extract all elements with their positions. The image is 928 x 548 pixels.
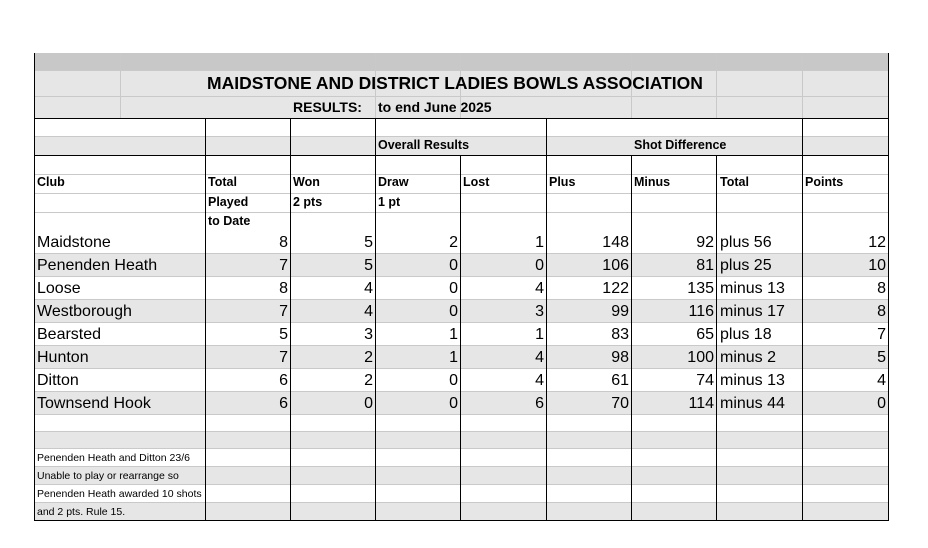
border-line — [888, 53, 889, 521]
grid-line — [34, 253, 889, 254]
footnote-line: and 2 pts. Rule 15. — [37, 506, 126, 518]
col-header-lost: Lost — [463, 175, 490, 189]
col-header-won: Won — [293, 175, 320, 189]
cell-minus: 81 — [696, 257, 714, 274]
cell-plus: 61 — [611, 372, 629, 389]
cell-won: 5 — [364, 257, 373, 274]
cell-plus: 99 — [611, 303, 629, 320]
cell-plus: 83 — [611, 326, 629, 343]
grid-line — [802, 53, 803, 118]
grid-line — [34, 322, 889, 323]
grid-line — [34, 345, 889, 346]
cell-total: minus 17 — [720, 303, 785, 320]
col-header-club: Club — [37, 175, 65, 189]
footnote-line: Unable to play or rearrange so — [37, 470, 179, 482]
col-header-minus: Minus — [634, 175, 671, 189]
overall-results-header: Overall Results — [378, 138, 470, 152]
row-band — [34, 431, 889, 448]
cell-draw: 0 — [449, 395, 458, 412]
cell-plus: 98 — [611, 349, 629, 366]
cell-played: 8 — [279, 234, 288, 251]
grid-line — [34, 368, 889, 369]
cell-minus: 74 — [696, 372, 714, 389]
grid-line — [34, 484, 889, 485]
cell-total: minus 44 — [720, 395, 785, 412]
cell-total: plus 56 — [720, 234, 772, 251]
cell-won: 4 — [364, 280, 373, 297]
cell-plus: 70 — [611, 395, 629, 412]
grid-line — [34, 136, 889, 137]
col-header-won: 2 pts — [293, 195, 323, 209]
border-line — [34, 520, 889, 521]
cell-plus: 148 — [602, 234, 629, 251]
col-header-plus: Plus — [549, 175, 576, 189]
cell-lost: 1 — [535, 234, 544, 251]
col-header-draw: 1 pt — [378, 195, 401, 209]
col-header-points: Points — [805, 175, 844, 189]
cell-club: Westborough — [37, 303, 132, 320]
footnote-line: Penenden Heath awarded 10 shots — [37, 488, 202, 500]
border-line — [34, 118, 889, 119]
cell-lost: 3 — [535, 303, 544, 320]
shot-difference-header: Shot Difference — [634, 138, 727, 152]
cell-club: Ditton — [37, 372, 79, 389]
cell-lost: 0 — [535, 257, 544, 274]
grid-line — [34, 212, 889, 213]
cell-draw: 0 — [449, 257, 458, 274]
cell-played: 6 — [279, 372, 288, 389]
cell-draw: 0 — [449, 280, 458, 297]
border-line — [34, 155, 889, 156]
cell-total: minus 13 — [720, 280, 785, 297]
cell-total: plus 18 — [720, 326, 772, 343]
cell-club: Townsend Hook — [37, 395, 151, 412]
cell-total: minus 2 — [720, 349, 777, 366]
row-band — [34, 502, 889, 521]
cell-minus: 116 — [688, 303, 714, 320]
grid-line — [34, 70, 889, 71]
cell-plus: 122 — [602, 280, 629, 297]
cell-points: 10 — [868, 257, 886, 274]
grid-line — [716, 53, 717, 118]
results-label: RESULTS: — [293, 99, 362, 115]
cell-played: 7 — [279, 257, 288, 274]
page-title: MAIDSTONE AND DISTRICT LADIES BOWLS ASSOCIATION — [207, 73, 703, 93]
cell-lost: 4 — [535, 280, 544, 297]
cell-won: 2 — [364, 349, 373, 366]
results-sheet — [34, 53, 889, 521]
cell-played: 8 — [279, 280, 288, 297]
col-header-total-played: Played — [208, 195, 249, 209]
cell-minus: 114 — [688, 395, 714, 412]
cell-points: 4 — [877, 372, 886, 389]
grid-line — [34, 502, 889, 503]
cell-plus: 106 — [602, 257, 629, 274]
cell-lost: 4 — [535, 349, 544, 366]
col-header-draw: Draw — [378, 175, 409, 189]
cell-won: 0 — [364, 395, 373, 412]
cell-draw: 0 — [449, 372, 458, 389]
top-band — [34, 53, 889, 70]
cell-minus: 100 — [687, 349, 714, 366]
cell-points: 12 — [868, 234, 886, 251]
cell-won: 3 — [364, 326, 373, 343]
cell-lost: 1 — [535, 326, 544, 343]
results-period: to end June 2025 — [378, 99, 492, 115]
grid-line — [34, 193, 889, 194]
grid-line — [34, 391, 889, 392]
cell-total: minus 13 — [720, 372, 785, 389]
grid-line — [34, 174, 889, 175]
cell-draw: 2 — [449, 234, 458, 251]
cell-minus: 65 — [696, 326, 714, 343]
cell-played: 7 — [279, 349, 288, 366]
cell-club: Bearsted — [37, 326, 102, 343]
cell-played: 5 — [279, 326, 288, 343]
cell-lost: 4 — [535, 372, 544, 389]
cell-points: 8 — [877, 280, 886, 297]
footnote-line: Penenden Heath and Ditton 23/6 — [37, 452, 190, 464]
cell-minus: 92 — [696, 234, 714, 251]
cell-minus: 135 — [687, 280, 714, 297]
cell-points: 0 — [877, 395, 886, 412]
cell-club: Hunton — [37, 349, 89, 366]
cell-won: 5 — [364, 234, 373, 251]
col-header-total: Total — [720, 175, 749, 189]
grid-line — [34, 299, 889, 300]
cell-club: Penenden Heath — [37, 257, 158, 274]
cell-won: 4 — [364, 303, 373, 320]
cell-draw: 1 — [449, 326, 458, 343]
grid-line — [34, 431, 889, 432]
grid-line — [34, 466, 889, 467]
cell-lost: 6 — [535, 395, 544, 412]
cell-points: 5 — [877, 349, 886, 366]
grid-line — [120, 53, 121, 118]
cell-played: 7 — [279, 303, 288, 320]
border-line — [716, 155, 717, 521]
cell-played: 6 — [279, 395, 288, 412]
col-header-total-played: Total — [208, 175, 237, 189]
grid-line — [34, 96, 889, 97]
cell-points: 8 — [877, 303, 886, 320]
cell-total: plus 25 — [720, 257, 772, 274]
grid-line — [34, 276, 889, 277]
cell-club: Loose — [37, 280, 81, 297]
cell-draw: 0 — [449, 303, 458, 320]
cell-draw: 1 — [449, 349, 458, 366]
grid-line — [34, 414, 889, 415]
border-line — [34, 53, 35, 521]
grid-line — [34, 448, 889, 449]
cell-club: Maidstone — [37, 234, 111, 251]
cell-won: 2 — [364, 372, 373, 389]
col-header-total-played: to Date — [208, 214, 251, 228]
cell-points: 7 — [877, 326, 886, 343]
